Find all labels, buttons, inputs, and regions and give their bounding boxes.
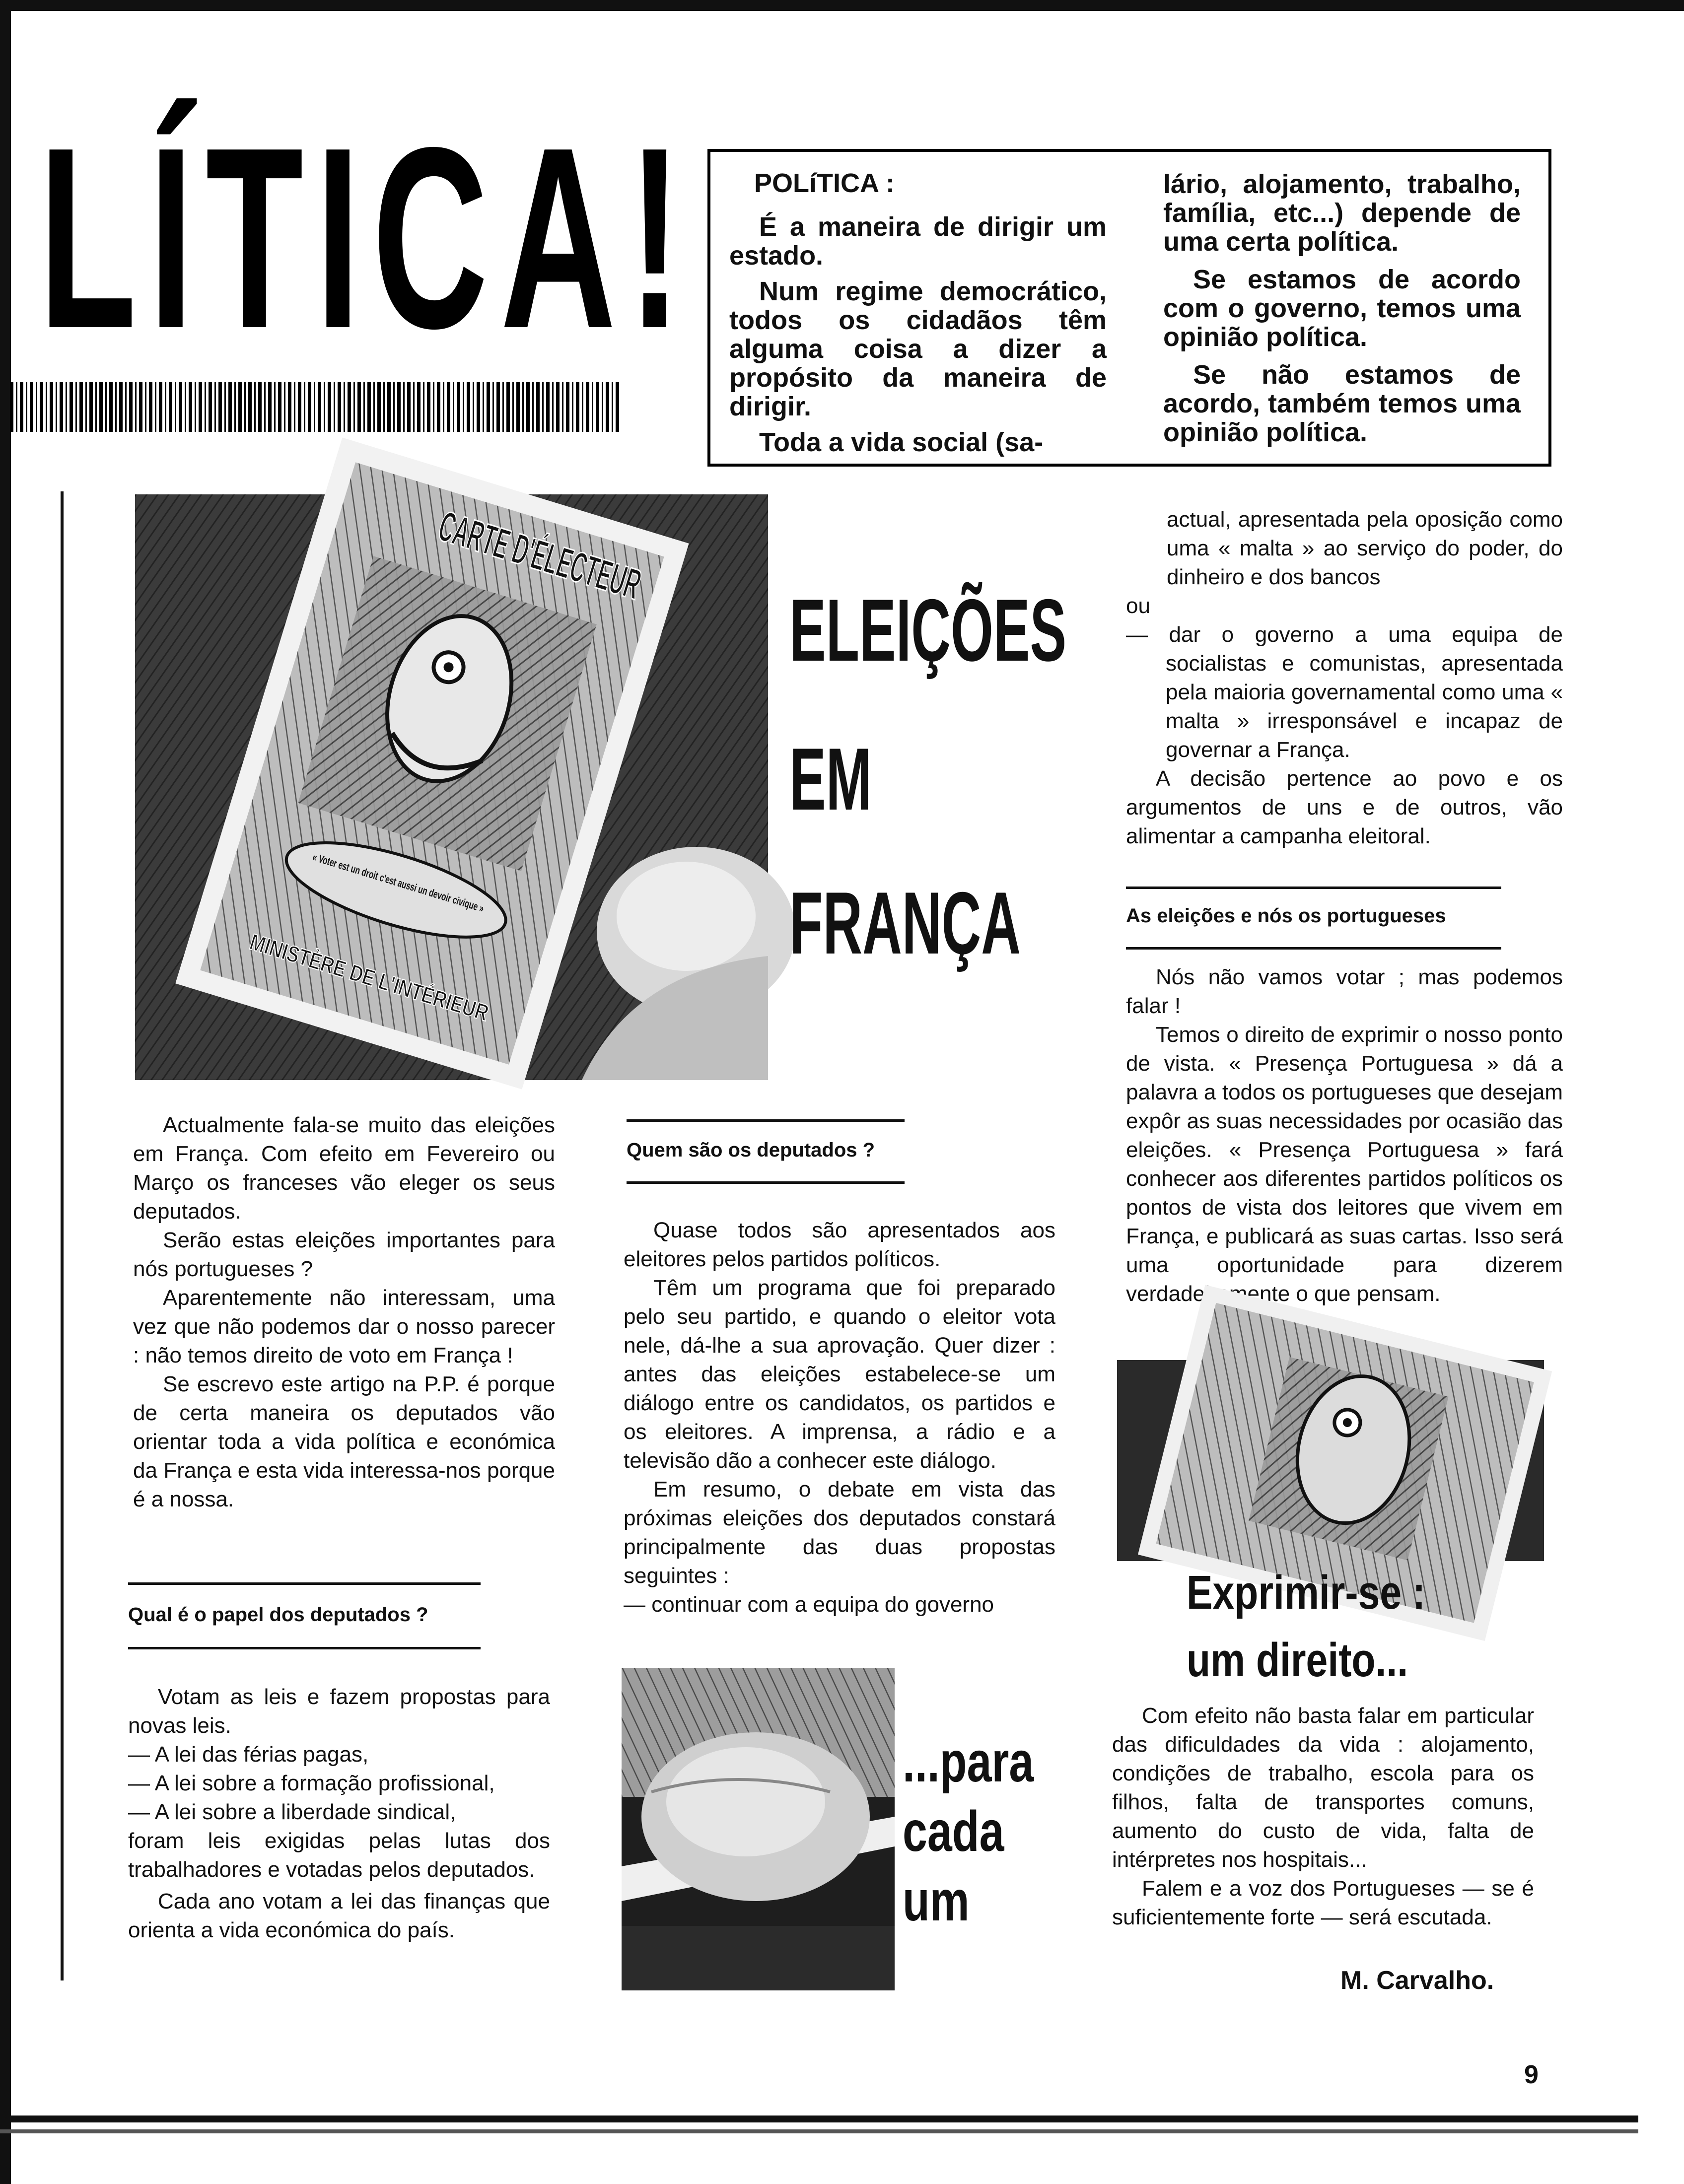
exprimir-column xyxy=(1112,1702,1534,1932)
left-column-rule xyxy=(61,491,64,1980)
nos-heading: As eleições e nós os portugueses xyxy=(1126,905,1446,927)
papel-item: — A lei sobre a liberdade sindical, xyxy=(128,1800,456,1824)
hero-title: LÍTICA! xyxy=(39,94,694,382)
page-bottom-border-inner xyxy=(0,2129,1638,2133)
section-rule xyxy=(128,1647,481,1649)
section-rule xyxy=(1126,887,1501,889)
proposal-or: ou xyxy=(1126,594,1150,618)
exprimir-title-line-2: um direito... xyxy=(1187,1634,1408,1687)
quem-paragraph: Em resumo, o debate em vista das próximas eleições dos deputados constará principalmente das duas propostas seguintes : xyxy=(624,1477,1055,1588)
quem-column xyxy=(624,1216,1055,1619)
section-rule xyxy=(627,1181,905,1184)
definition-paragraph: Toda a vida social (sa- xyxy=(759,427,1044,457)
papel-last: Cada ano votam a lei das finanças que orienta a vida económica do país. xyxy=(128,1889,550,1942)
quem-paragraph: Quase todos são apresentados aos eleitores pelos partidos políticos. xyxy=(624,1218,1055,1271)
para-cada-um-line-3: um xyxy=(903,1869,970,1933)
papel-column xyxy=(128,1683,550,1945)
card-motto-text: « Voter est un droit c'est aussi un devoir civique » xyxy=(311,850,562,939)
section-rule xyxy=(1126,947,1501,950)
papel-item: — A lei das férias pagas, xyxy=(128,1742,369,1767)
headline-line-3: FRANÇA xyxy=(789,874,1021,972)
page-top-border xyxy=(0,0,1684,11)
page-number: 9 xyxy=(1524,2060,1539,2089)
definition-paragraph: É a maneira de dirigir um estado. xyxy=(729,212,1107,271)
definition-paragraph: Se estamos de acordo com o governo, temos uma opinião política. xyxy=(1163,265,1521,352)
quem-heading: Quem são os deputados ? xyxy=(627,1139,875,1161)
author-signature: M. Carvalho. xyxy=(1340,1966,1494,1995)
proposal-continued: actual, apresentada pela oposição como uma « malta » ao serviço do poder, do dinheiro e dos bancos xyxy=(1167,507,1563,589)
nos-paragraph: Nós não vamos votar ; mas podemos falar ! xyxy=(1126,965,1563,1018)
thumb-card-photo xyxy=(622,1668,895,1990)
definition-right-column xyxy=(1163,170,1521,454)
papel-after: foram leis exigidas pelas lutas dos trabalhadores e votadas pelos deputados. xyxy=(128,1829,550,1882)
papel-heading: Qual é o papel dos deputados ? xyxy=(128,1604,428,1626)
exprimir-title-line-1: Exprimir-se : xyxy=(1187,1566,1426,1619)
headline-line-2: EM xyxy=(789,730,872,828)
voter-card-detail-photo xyxy=(1117,1360,1544,1561)
quem-item: — continuar com a equipa do governo xyxy=(624,1592,994,1617)
definition-left-column xyxy=(729,169,1107,464)
nos-column xyxy=(1126,963,1563,1308)
intro-paragraph: Aparentemente não interessam, uma vez que não podemos dar o nosso parecer : não temos direito de voto em França ! xyxy=(133,1286,555,1367)
right-column-top xyxy=(1126,505,1563,851)
quem-paragraph: Têm um programa que foi preparado pelo seu partido, e quando o eleitor vota nele, dá-lhe a sua aprovação. Quer dizer : antes das eleições estabelece-se um diálogo entre os candidatos, os partidos e os eleitores. A imprensa, a rádio e a televisão dão a conhecer este diálogo. xyxy=(624,1276,1055,1473)
section-rule xyxy=(128,1582,481,1585)
hero-barcode-bar xyxy=(10,382,621,432)
page-bottom-border xyxy=(0,2116,1638,2122)
definition-paragraph: Num regime democrático, todos os cidadãos têm alguma coisa a dizer a propósito da maneira de dirigir. xyxy=(729,276,1107,421)
decision-paragraph: A decisão pertence ao povo e os argumentos de uns e de outros, vão alimentar a campanha eleitoral. xyxy=(1126,766,1563,848)
exprimir-paragraph: Falem e a voz dos Portugueses — se é suficientemente forte — será escutada. xyxy=(1112,1876,1534,1929)
exprimir-paragraph: Com efeito não basta falar em particular das dificuldades da vida : alojamento, condições de trabalho, escola para os filhos, falta de transportes comuns, aumento do custo de vida, falta de intérpretes nos hospitais... xyxy=(1112,1704,1534,1872)
section-rule xyxy=(627,1119,905,1122)
card-ministry-text: MINISTÈRE DE L'INTÉRIEUR xyxy=(247,928,552,1044)
definition-box xyxy=(707,149,1551,467)
papel-item: — A lei sobre a formação profissional, xyxy=(128,1771,495,1795)
voter-card-photo xyxy=(135,494,768,1080)
headline-line-1: ELEIÇÕES xyxy=(789,581,1067,680)
nos-paragraph: Temos o direito de exprimir o nosso ponto de vista. « Presença Portuguesa » dá a palavra a todos os portugueses que desejam expôr as suas necessidades por ocasião das eleições. « Presença Portuguesa » fará conhecer aos diferentes partidos políticos os pontos de vista dos leitores que vivem em França, e publicará as suas cartas. Isso será uma oportunidade para dizerem verdadeiramente o que pensam. xyxy=(1126,1023,1563,1306)
definition-paragraph: Se não estamos de acordo, também temos uma opinião política. xyxy=(1163,360,1521,447)
intro-paragraph: Se escrevo este artigo na P.P. é porque de certa maneira os deputados vão orientar toda a vida política e económica da França e esta vida interessa-nos porque é a nossa. xyxy=(133,1372,555,1511)
intro-paragraph: Actualmente fala-se muito das eleições em França. Com efeito em Fevereiro ou Março os franceses vão eleger os seus deputados. xyxy=(133,1113,555,1224)
proposal-item: — dar o governo a uma equipa de socialistas e comunistas, apresentada pela maioria governamental como uma « malta » irresponsável e incapaz de governar a França. xyxy=(1126,622,1563,762)
definition-paragraph: lário, alojamento, trabalho, família, etc...) depende de uma certa política. xyxy=(1163,169,1521,257)
para-cada-um-line-1: ...para xyxy=(903,1730,1034,1794)
papel-intro: Votam as leis e fazem propostas para novas leis. xyxy=(128,1685,550,1738)
intro-paragraph: Serão estas eleições importantes para nós portugueses ? xyxy=(133,1228,555,1281)
intro-column xyxy=(133,1111,555,1514)
para-cada-um-line-2: cada xyxy=(903,1800,1004,1863)
definition-title: POLíTICA : xyxy=(754,168,895,198)
page-left-border xyxy=(0,0,11,2184)
